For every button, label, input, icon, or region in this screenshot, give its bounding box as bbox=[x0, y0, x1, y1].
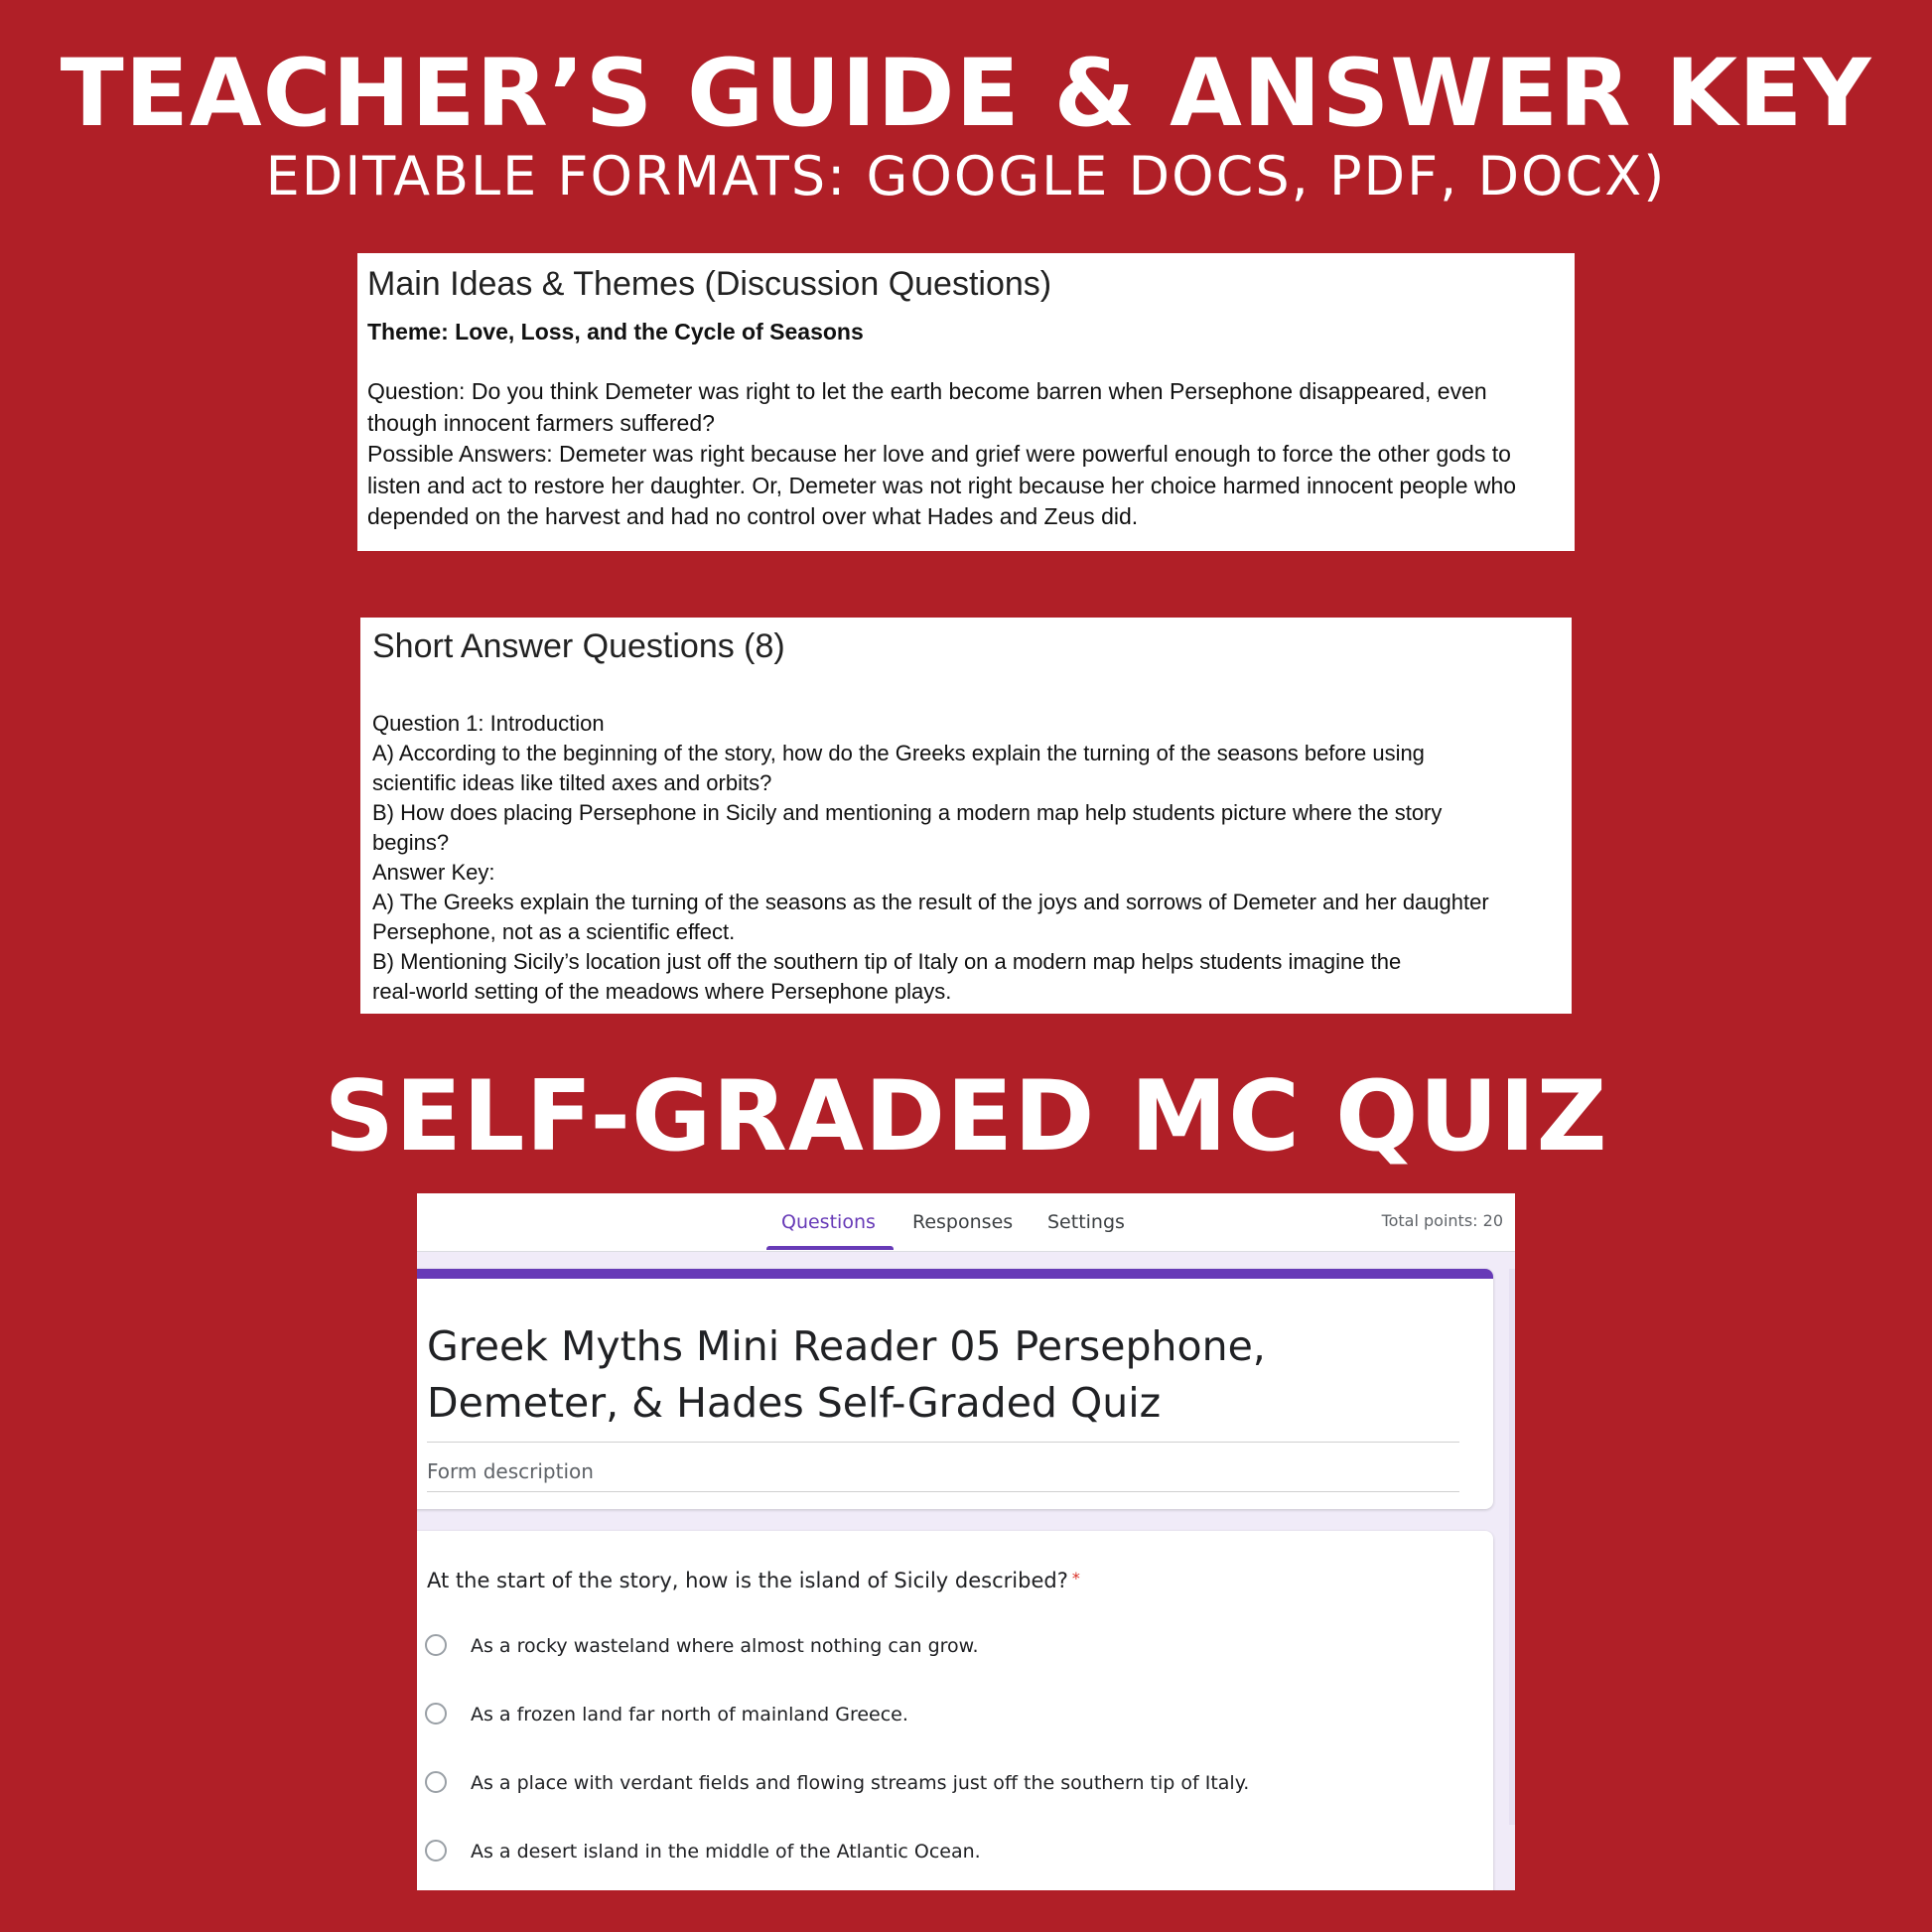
radio-button[interactable] bbox=[425, 1703, 447, 1725]
total-points: Total points: 20 bbox=[1381, 1211, 1503, 1230]
short-answer-line: B) How does placing Persephone in Sicily and mentioning a modern map help students picture where the story bbox=[372, 800, 1443, 825]
short-answer-line: real-world setting of the meadows where Persephone plays. bbox=[372, 979, 952, 1004]
option-label: As a desert island in the middle of the Atlantic Ocean. bbox=[471, 1841, 981, 1863]
radio-button[interactable] bbox=[425, 1771, 447, 1793]
themes-discussion-card bbox=[357, 253, 1575, 551]
tab-responses[interactable]: Responses bbox=[912, 1211, 1014, 1233]
discussion-line: though innocent farmers suffered? bbox=[367, 409, 715, 436]
short-answer-line: Answer Key: bbox=[372, 860, 495, 885]
google-forms-panel bbox=[417, 1193, 1515, 1890]
themes-heading: Main Ideas & Themes (Discussion Questions) bbox=[367, 265, 1052, 303]
form-description-field[interactable]: Form description bbox=[427, 1459, 594, 1483]
discussion-line: listen and act to restore her daughter. Or, Demeter was not right because her choice harmed innocent people who bbox=[367, 472, 1517, 498]
form-title-card bbox=[417, 1269, 1493, 1509]
theme-label: Theme: Love, Loss, and the Cycle of Seasons bbox=[367, 319, 864, 345]
scrollbar-track[interactable] bbox=[1509, 1269, 1515, 1825]
option-label: As a frozen land far north of mainland Greece. bbox=[471, 1704, 908, 1725]
radio-button[interactable] bbox=[425, 1634, 447, 1656]
form-title[interactable]: Greek Myths Mini Reader 05 Persephone, Demeter, & Hades Self-Graded Quiz bbox=[427, 1322, 1266, 1427]
short-answer-line: A) According to the beginning of the story, how do the Greeks explain the turning of the seasons before using bbox=[372, 741, 1425, 765]
question-label: At the start of the story, how is the island of Sicily described? bbox=[427, 1569, 1068, 1592]
short-answer-line: Persephone, not as a scientific effect. bbox=[372, 919, 736, 944]
title-underline bbox=[427, 1442, 1459, 1443]
discussion-line: depended on the harvest and had no control over what Hades and Zeus did. bbox=[367, 503, 1139, 529]
short-answer-line: begins? bbox=[372, 830, 450, 855]
option-label: As a place with verdant fields and flowing streams just off the southern tip of Italy. bbox=[471, 1772, 1250, 1794]
short-answer-line: Question 1: Introduction bbox=[372, 711, 605, 736]
short-answer-card bbox=[360, 618, 1572, 1014]
forms-tab-bar bbox=[417, 1193, 1515, 1252]
tab-questions[interactable]: Questions bbox=[781, 1211, 876, 1233]
description-underline bbox=[427, 1491, 1459, 1492]
question-text bbox=[427, 1569, 1080, 1592]
option-label: As a rocky wasteland where almost nothing can grow. bbox=[471, 1635, 979, 1657]
discussion-line: Question: Do you think Demeter was right to let the earth become barren when Persephone disappeared, even bbox=[367, 378, 1487, 404]
subtitle: EDITABLE FORMATS: GOOGLE DOCS, PDF, DOCX) bbox=[265, 145, 1667, 207]
tab-settings[interactable]: Settings bbox=[1047, 1211, 1125, 1233]
short-answer-heading: Short Answer Questions (8) bbox=[372, 627, 785, 665]
quiz-heading: SELF-GRADED MC QUIZ bbox=[324, 1060, 1608, 1173]
discussion-line: Possible Answers: Demeter was right because her love and grief were powerful enough to force the other gods to bbox=[367, 441, 1511, 467]
required-marker: * bbox=[1071, 1569, 1080, 1587]
question-card[interactable] bbox=[417, 1531, 1493, 1890]
short-answer-line: A) The Greeks explain the turning of the seasons as the result of the joys and sorrows of Demeter and her daughter bbox=[372, 890, 1489, 914]
short-answer-line: scientific ideas like tilted axes and orbits? bbox=[372, 770, 772, 795]
main-title: TEACHER’S GUIDE & ANSWER KEY bbox=[60, 40, 1872, 148]
radio-button[interactable] bbox=[425, 1840, 447, 1862]
active-tab-indicator bbox=[766, 1246, 894, 1250]
short-answer-line: B) Mentioning Sicily’s location just off the southern tip of Italy on a modern map helps students imagine the bbox=[372, 949, 1402, 974]
